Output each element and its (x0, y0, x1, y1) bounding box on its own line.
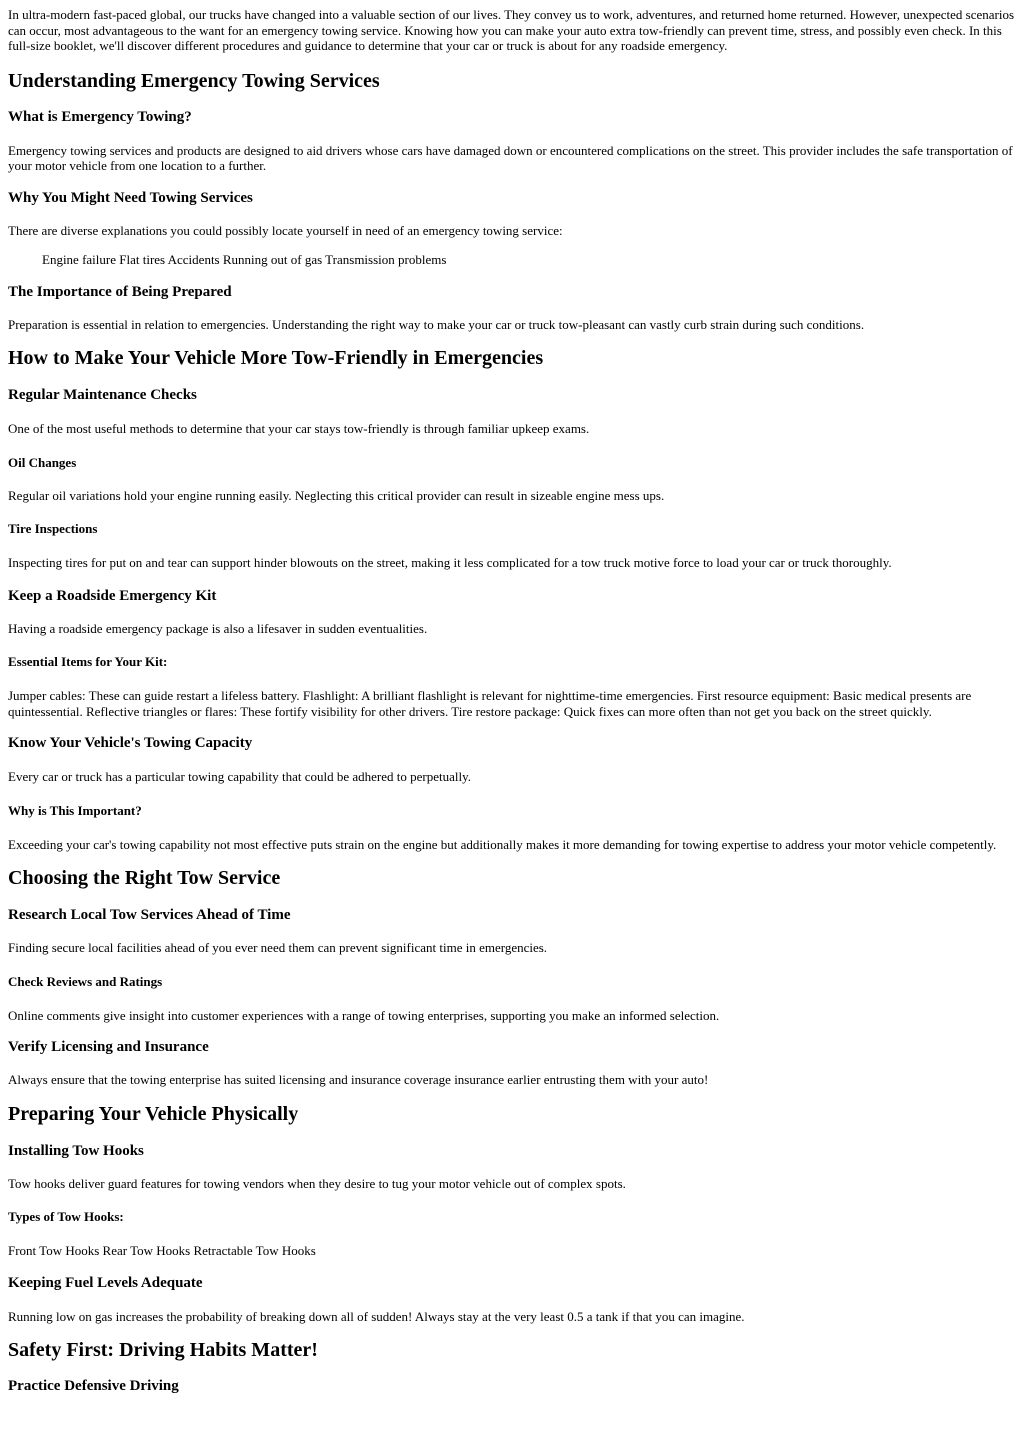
paragraph-essential-items: Jumper cables: These can guide restart a lifeless battery. Flashlight: A brilliant flashlight is relevant for nighttime-time emergencies. First resource equipment: Basic medical presents are quintessential. Reflective triangles or flares: These fortify visibility for other drivers. Tire restore package: Quick fixes can more often than not get you back on the street quickly. (8, 688, 972, 719)
section-heading-tow-friendly: How to Make Your Vehicle More Tow-Friendly in Emergencies (8, 347, 544, 369)
paragraph-oil-changes: Regular oil variations hold your engine running easily. Neglecting this critical provider can result in sizeable engine mess ups. (8, 487, 665, 503)
subheading-oil-changes: Oil Changes (8, 454, 77, 470)
paragraph-verify-licensing: Always ensure that the towing enterprise has suited licensing and insurance coverage insurance earlier entrusting them with your auto! (8, 1072, 709, 1087)
subheading-types-tow-hooks: Types of Tow Hooks: (8, 1209, 124, 1224)
section-heading-preparing-physically: Preparing Your Vehicle Physically (8, 1102, 299, 1125)
paragraph-check-reviews: Online comments give insight into customer experiences with a range of towing enterprises, supporting you make an informed selection. (8, 1007, 720, 1023)
subheading-why-need-towing: Why You Might Need Towing Services (8, 189, 253, 206)
paragraph-towing-capacity: Every car or truck has a particular towing capability that could be adhered to perpetually. (8, 769, 471, 784)
subheading-emergency-kit: Keep a Roadside Emergency Kit (8, 587, 217, 604)
subheading-tire-inspections: Tire Inspections (8, 521, 98, 536)
subheading-research-local: Research Local Tow Services Ahead of Time (8, 907, 291, 923)
paragraph-fuel-levels: Running low on gas increases the probability of breaking down all of sudden! Always stay at the very least 0.5 a tank if that you can imagine. (8, 1308, 745, 1324)
paragraph-maintenance-checks: One of the most useful methods to determine that your car stays tow-friendly is through familiar upkeep exams. (8, 421, 590, 436)
subheading-importance-prepared: The Importance of Being Prepared (8, 283, 232, 300)
paragraph-why-need-towing: There are diverse explanations you could possibly locate yourself in need of an emergency towing service: (8, 222, 563, 238)
paragraph-importance-prepared: Preparation is essential in relation to emergencies. Understanding the right way to make your car or truck tow-pleasant can vastly curb strain during such conditions. (8, 316, 865, 332)
subheading-check-reviews: Check Reviews and Ratings (8, 973, 163, 989)
paragraph-tire-inspections: Inspecting tires for put on and tear can support hinder blowouts on the street, making it less complicated for a tow truck motive force to load your car or truck thoroughly. (8, 555, 892, 570)
subheading-maintenance-checks: Regular Maintenance Checks (8, 387, 197, 403)
paragraph-tow-hooks: Tow hooks deliver guard features for towing vendors when they desire to tug your motor vehicle out of complex spots. (8, 1175, 626, 1191)
paragraph-research-local: Finding secure local facilities ahead of you ever need them can prevent significant time in emergencies. (8, 940, 548, 955)
subheading-verify-licensing: Verify Licensing and Insurance (8, 1039, 209, 1055)
subheading-what-is-towing: What is Emergency Towing? (8, 108, 192, 125)
intro-paragraph: In ultra-modern fast-paced global, our trucks have changed into a valuable section of our lives. They convey us to work, adventures, and returned home returned. However, unexpected scenarios can occur, most advantageous to the want for an emergency towing service. Knowing how you can make your auto extra tow-friendly can prevent time, stress, and possibly even check. In this full-size booklet, we'll discover different procedures and guidance to determine that your car or truck is about for any roadside emergency. (8, 7, 1015, 53)
subheading-why-important: Why is This Important? (8, 802, 142, 818)
reasons-list: Engine failure Flat tires Accidents Running out of gas Transmission problems (42, 252, 447, 267)
subheading-defensive-driving: Practice Defensive Driving (8, 1378, 179, 1394)
paragraph-types-tow-hooks: Front Tow Hooks Rear Tow Hooks Retractable Tow Hooks (8, 1243, 316, 1258)
subheading-essential-items: Essential Items for Your Kit: (8, 654, 168, 669)
section-heading-understanding: Understanding Emergency Towing Services (8, 69, 380, 92)
section-heading-safety-first: Safety First: Driving Habits Matter! (8, 1339, 318, 1361)
paragraph-emergency-kit: Having a roadside emergency package is also a lifesaver in sudden eventualities. (8, 620, 428, 636)
paragraph-what-is-towing: Emergency towing services and products are designed to aid drivers whose cars have damaged down or encountered complications on the street. This provider includes the safe transportation of your motor vehicle from one location to a further. (8, 142, 1013, 173)
paragraph-why-important: Exceeding your car's towing capability not most effective puts strain on the engine but additionally makes it more demanding for towing expertise to address your motor vehicle competently. (8, 836, 997, 852)
subheading-tow-hooks: Installing Tow Hooks (8, 1142, 144, 1159)
subheading-fuel-levels: Keeping Fuel Levels Adequate (8, 1274, 203, 1291)
subheading-towing-capacity: Know Your Vehicle's Towing Capacity (8, 735, 253, 751)
section-heading-choosing-service: Choosing the Right Tow Service (8, 867, 281, 889)
